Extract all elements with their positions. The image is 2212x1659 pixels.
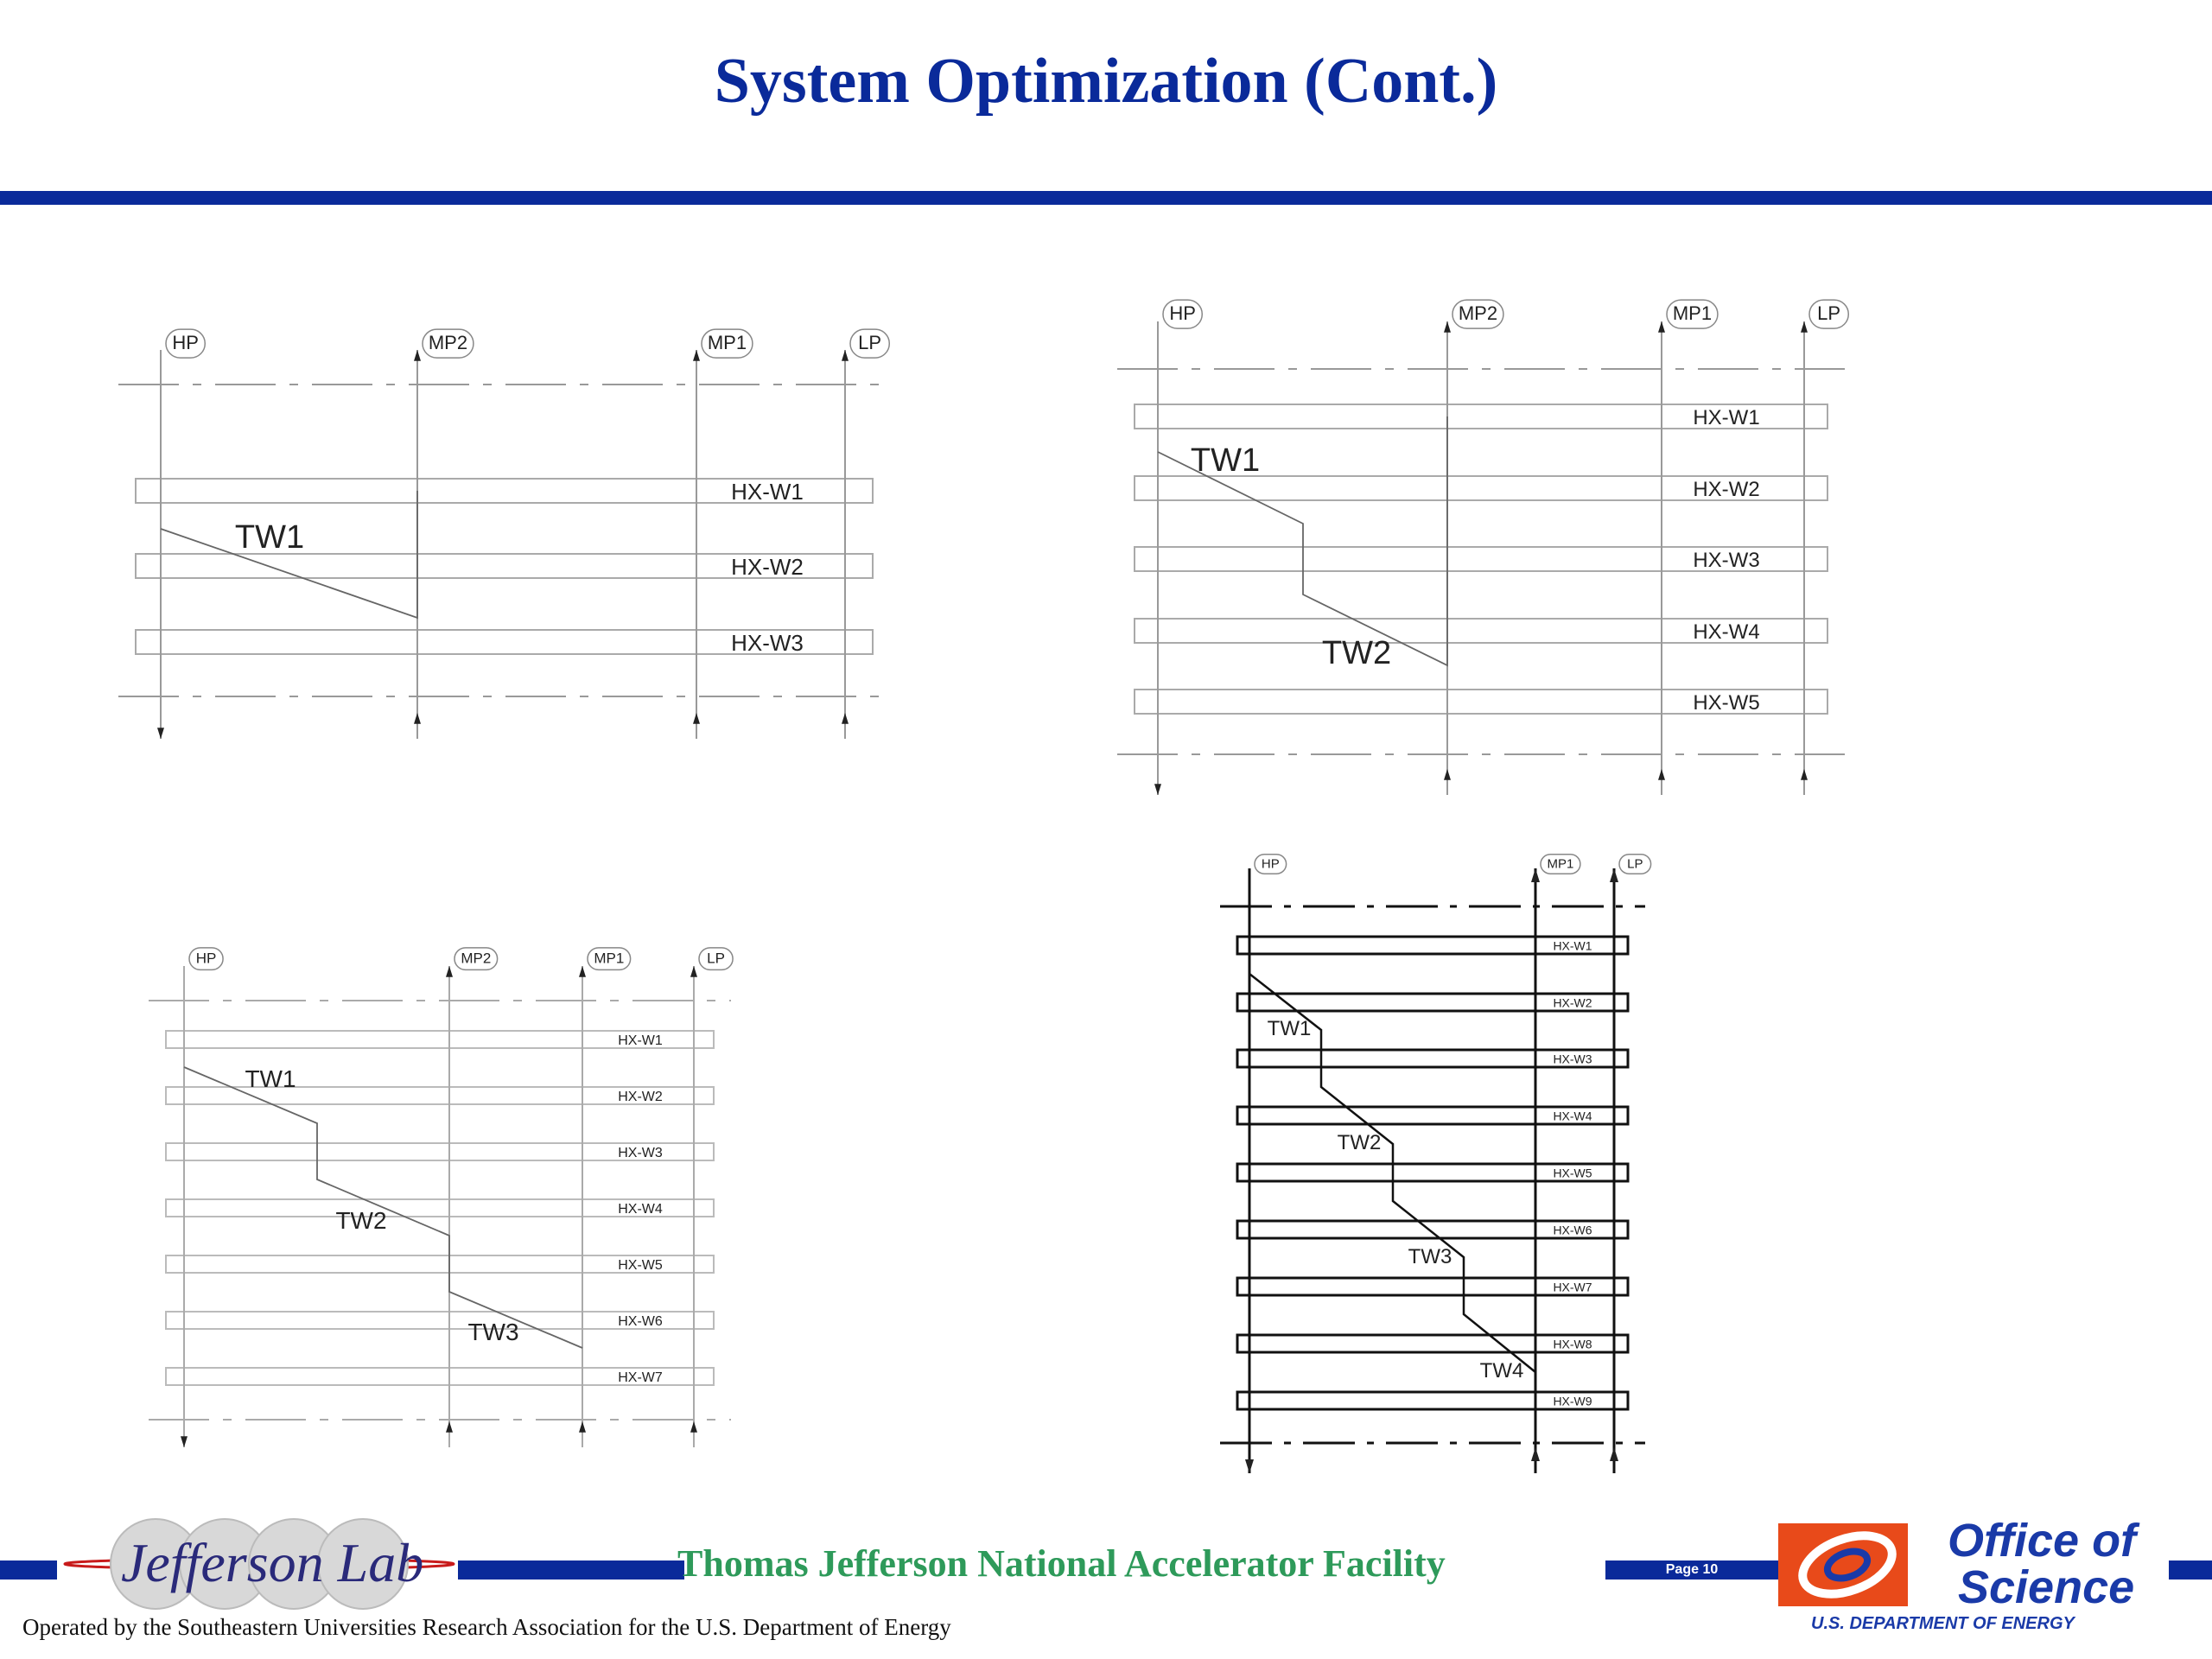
tw-label: TW2	[1337, 1131, 1382, 1154]
hx-label: HX-W2	[1693, 478, 1760, 502]
arrow-head	[1444, 769, 1451, 780]
header-label: LP	[1817, 302, 1841, 325]
hx-label: HX-W7	[1553, 1280, 1592, 1294]
arrow-head	[842, 350, 849, 361]
arrow-head	[579, 966, 586, 977]
slide-title: System Optimization (Cont.)	[714, 46, 1498, 117]
arrow-head	[1801, 321, 1808, 333]
arrow-head	[446, 1421, 453, 1433]
page-number: Page 10	[1665, 1562, 1719, 1577]
hx-label: HX-W9	[1553, 1394, 1592, 1408]
hx-label: HX-W3	[731, 629, 804, 656]
department-of-energy: U.S. DEPARTMENT OF ENERGY	[1811, 1614, 2075, 1633]
arrow-head	[1658, 321, 1665, 333]
header-label: MP1	[594, 950, 625, 967]
arrow-head	[1801, 769, 1808, 780]
header-label: MP2	[1458, 302, 1498, 325]
arrow-head	[1444, 321, 1451, 333]
arrow-head	[157, 728, 164, 739]
header-label: MP1	[1547, 856, 1574, 872]
tw-label: TW4	[1479, 1359, 1524, 1382]
header-label: MP2	[461, 950, 492, 967]
header-label: MP1	[707, 332, 747, 354]
header-label: LP	[1627, 856, 1643, 872]
operated-by-text: Operated by the Southeastern Universities Research Association for the U.S. Department of Energy	[22, 1614, 951, 1640]
tw-label: TW3	[1408, 1245, 1452, 1268]
header-label: MP2	[428, 332, 468, 354]
arrow-head	[842, 713, 849, 724]
jefferson-lab-logo-text: Jefferson Lab	[121, 1532, 424, 1593]
tw-label: TW1	[245, 1065, 296, 1092]
tw-label: TW2	[335, 1207, 387, 1234]
hx-label: HX-W8	[1553, 1337, 1592, 1351]
tw-label: TW2	[1321, 635, 1392, 671]
office-of-science-line2: Science	[1958, 1561, 2135, 1613]
arrow-head	[690, 1421, 697, 1433]
header-label: LP	[707, 950, 725, 967]
header-label: HP	[1169, 302, 1196, 325]
tw-label: TW3	[467, 1319, 519, 1345]
hx-label: HX-W7	[618, 1370, 663, 1386]
arrow-head	[414, 350, 421, 361]
hx-label: HX-W3	[618, 1146, 663, 1161]
hx-label: HX-W2	[1553, 995, 1592, 1010]
arrow-head	[1610, 868, 1618, 882]
hx-label: HX-W2	[731, 553, 804, 580]
hx-label: HX-W3	[1693, 549, 1760, 573]
arrow-head	[1658, 769, 1665, 780]
doe-swirl-logo	[1778, 1516, 1908, 1611]
tw-label: TW1	[234, 519, 305, 556]
footer-bar-left	[0, 1560, 57, 1580]
arrow-head	[579, 1421, 586, 1433]
arrow-head	[1531, 1447, 1540, 1461]
office-of-science-line1: Office of	[1948, 1515, 2137, 1567]
header-label: LP	[858, 332, 882, 354]
hx-label: HX-W2	[618, 1090, 663, 1105]
footer-bar-right	[2169, 1560, 2212, 1580]
arrow-head	[1531, 868, 1540, 882]
hx-label: HX-W1	[618, 1033, 663, 1049]
hx-label: HX-W4	[1693, 620, 1760, 645]
tw-label: TW1	[1190, 442, 1261, 479]
header-label: MP1	[1672, 302, 1713, 325]
arrow-head	[693, 350, 700, 361]
hx-label: HX-W1	[1553, 938, 1592, 953]
header-label: HP	[1261, 856, 1280, 872]
arrow-head	[1245, 1459, 1254, 1473]
hx-label: HX-W5	[618, 1258, 663, 1274]
footer-bar-mid	[458, 1560, 684, 1580]
hx-label: HX-W4	[618, 1202, 663, 1217]
header-label: HP	[195, 950, 217, 967]
hx-label: HX-W5	[1553, 1166, 1592, 1180]
lab-name: Thomas Jefferson National Accelerator Facility	[677, 1542, 1446, 1585]
arrow-head	[693, 713, 700, 724]
arrow-head	[181, 1436, 188, 1447]
hx-label: HX-W6	[1553, 1223, 1592, 1237]
hx-label: HX-W3	[1553, 1052, 1592, 1066]
tw-label: TW1	[1267, 1017, 1312, 1040]
arrow-head	[1610, 1447, 1618, 1461]
arrow-head	[690, 966, 697, 977]
arrow-head	[446, 966, 453, 977]
hx-label: HX-W4	[1553, 1109, 1592, 1123]
arrow-head	[1154, 784, 1161, 795]
hx-label: HX-W5	[1693, 691, 1760, 715]
arrow-head	[414, 713, 421, 724]
hx-label: HX-W6	[618, 1314, 663, 1330]
hx-label: HX-W1	[1693, 406, 1760, 430]
header-label: HP	[172, 332, 199, 354]
hx-label: HX-W1	[731, 478, 804, 505]
